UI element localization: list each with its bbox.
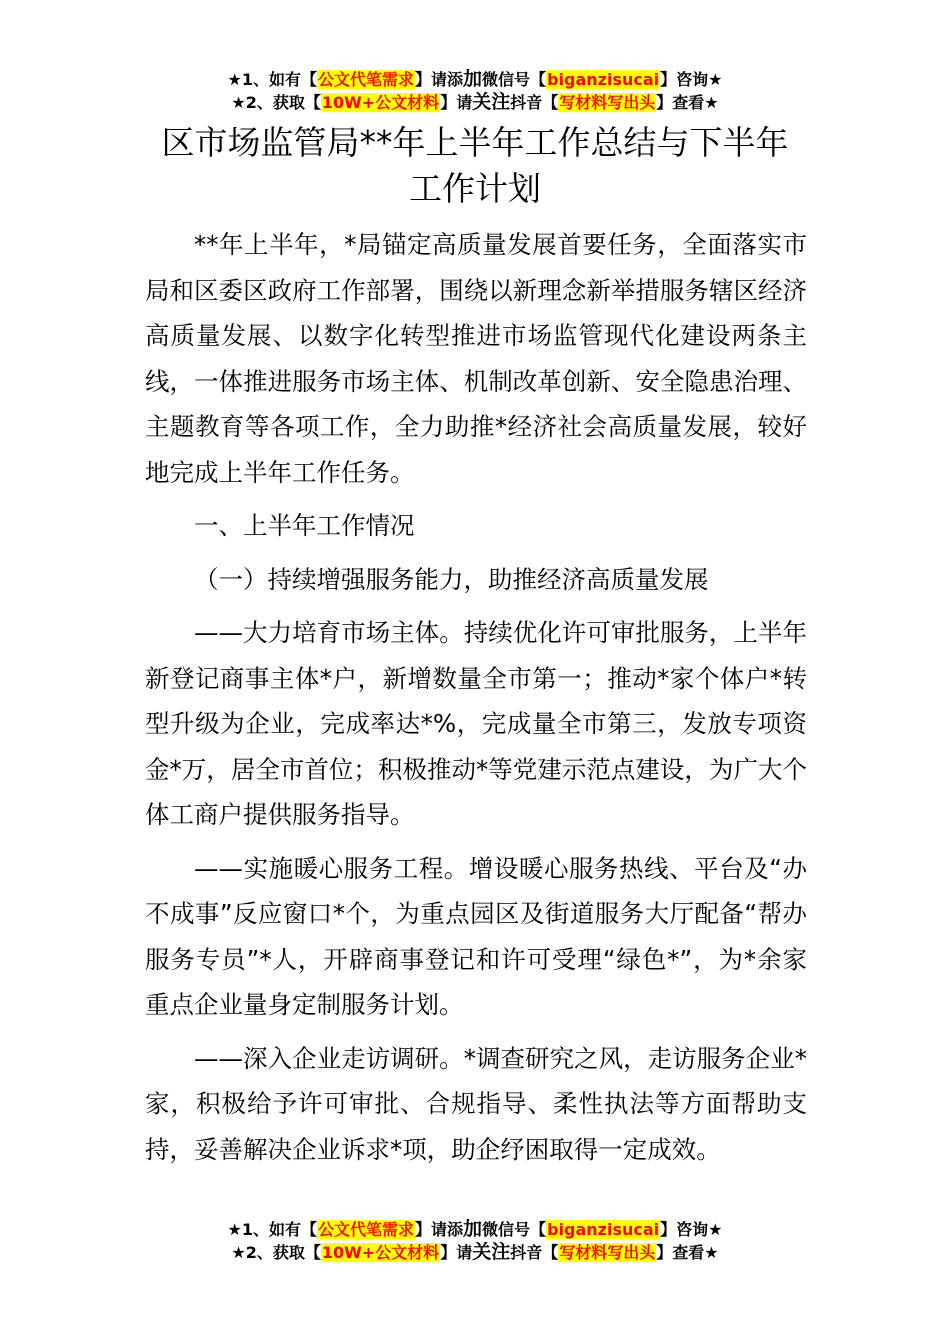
banner-text: 】查看★ (656, 93, 719, 112)
body-paragraph: ——大力培育市场主体。持续优化许可审批服务，上半年新登记商事主体*户，新增数量全市第一；推动*家个体户*转型升级为企业，完成率达*%，完成量全市第三，发放专项资金*万，居全市首位；积极推动*等党建示范点建设，为广大个体工商户提供服务指导。 (145, 618, 807, 829)
banner-text: 抖音【 (510, 1243, 559, 1262)
document-body (145, 222, 807, 1180)
banner-line-2 (0, 1241, 950, 1264)
highlight-service: 公文代笔需求 (318, 70, 415, 89)
title-line-1: 区市场监管局**年上半年工作总结与下半年 (161, 123, 789, 162)
banner-text: 】咨询★ (660, 70, 723, 89)
banner-text: ★2、获取【 (231, 1243, 321, 1262)
banner-text: 】查看★ (656, 1243, 719, 1262)
banner-text: 抖音【 (510, 93, 559, 112)
highlight-materials: 10W+公文材料 (321, 93, 440, 112)
title-line-2: 工作计划 (409, 169, 541, 208)
banner-text: 】请 (440, 93, 473, 112)
banner-text: ★1、如有【 (227, 1220, 317, 1239)
banner-line-2 (0, 91, 950, 114)
banner-line-1 (0, 1218, 950, 1241)
highlight-service: 公文代笔需求 (318, 1220, 415, 1239)
banner-text: 】请添 (415, 1220, 464, 1239)
header-banner (0, 68, 950, 114)
banner-text: ★1、如有【 (227, 70, 317, 89)
banner-text: 微信号【 (482, 1220, 547, 1239)
body-paragraph: ——实施暖心服务工程。增设暖心服务热线、平台及“办不成事”反应窗口*个，为重点园区及街道服务大厅配备“帮办服务专员”*人，开辟商事登记和许可受理“绿色*”，为*余家重点企业量身定制服务计划。 (145, 853, 807, 1019)
banner-text: 加 (463, 68, 483, 90)
banner-text: 】请添 (415, 70, 464, 89)
banner-text: ★2、获取【 (231, 93, 321, 112)
banner-text: 关注 (472, 91, 511, 113)
banner-text: 】请 (440, 1243, 473, 1262)
footer-banner (0, 1218, 950, 1264)
banner-text: 】咨询★ (660, 1220, 723, 1239)
highlight-douyin: 写材料写出头 (559, 1243, 656, 1262)
highlight-materials: 10W+公文材料 (321, 1243, 440, 1262)
body-paragraph: ——深入企业走访调研。*调查研究之风，走访服务企业*家，积极给予许可审批、合规指导、柔性执法等方面帮助支持，妥善解决企业诉求*项，助企纾困取得一定成效。 (145, 1043, 807, 1164)
banner-text: 微信号【 (482, 70, 547, 89)
section-heading: 一、上半年工作情况 (194, 511, 415, 540)
document-title (140, 120, 810, 212)
intro-paragraph: **年上半年，*局锚定高质量发展首要任务，全面落实市局和区委区政府工作部署，围绕以新理念新举措服务辖区经济高质量发展、以数字化转型推进市场监管现代化建设两条主线，一体推进服务市场主体、机制改革创新、安全隐患治理、主题教育等各项工作，全力助推*经济社会高质量发展，较好地完成上半年工作任务。 (145, 230, 807, 487)
banner-line-1 (0, 68, 950, 91)
banner-text: 关注 (472, 1241, 511, 1263)
banner-text: 加 (463, 1218, 483, 1240)
subsection-heading: （一）持续增强服务能力，助推经济高质量发展 (194, 564, 709, 594)
highlight-wechat-id: biganzisucai (547, 1220, 660, 1239)
highlight-wechat-id: biganzisucai (547, 70, 660, 89)
highlight-douyin: 写材料写出头 (559, 93, 656, 112)
